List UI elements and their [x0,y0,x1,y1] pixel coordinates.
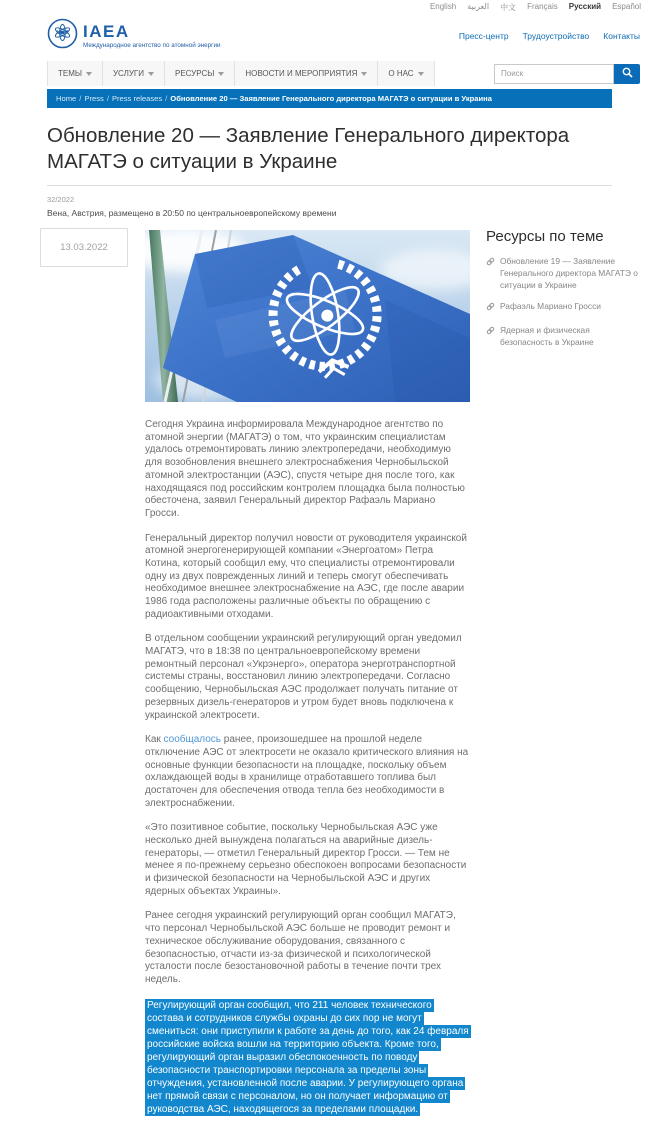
paragraph-text: Как [145,734,164,746]
language-english[interactable]: English [429,2,457,11]
logo-acronym: IAEA [83,22,130,41]
highlighted-text: Регулирующий орган сообщил, что 211 человек технического состава и сотрудников службы охраны до сих пор не могут смениться: они приступили к работе за день до того, как 24 февраля российские войска вошли на территорию объекта. Кроме того, регулирующий орган выразил обеспокоенность по поводу безопасности транспортировки персонала за пределы зоны отчуждения, установленной после аварии. У регулирующего органа нет прямой связи с персоналом, но он получает информацию от руководства АЭС, находящегося за пределами площадки. [147,999,469,1115]
related-link-grossi[interactable] [486,301,640,315]
nav-item-label: РЕСУРСЫ [174,69,215,78]
release-number: 32/2022 [47,195,75,205]
language-russian-active[interactable]: Русский [568,2,602,11]
nav-item-label: НОВОСТИ И МЕРОПРИЯТИЯ [245,69,358,78]
header-link-employment[interactable]: Трудоустройство [522,31,590,41]
language-spanish[interactable]: Español [612,2,641,11]
header-link-contacts[interactable]: Контакты [603,31,640,41]
link-chain-icon [486,257,495,291]
article-paragraph: «Это позитивное событие, поскольку Чернобыльская АЭС уже несколько дней вынуждена полагаться на аварийные дизель-генераторы, — отметил Генеральный директор Гросси. — Тем не менее я по-прежнему серьезно обеспокоен вопросами безопасности и физической безопасности на Чернобыльской АЭС и других ядерных объектах Украины». [145,822,467,897]
logo-tagline: Международное агентство по атомной энергии [83,42,221,49]
article-paragraph: В отдельном сообщении украинский регулирующий орган уведомил МАГАТЭ, что в 18:38 по центральноевропейскому времени ремонтный персонал «Укрэнерго», оператора энерготранспортной системы страны, восстановил линию электропередачи. Согласно сообщению, Чернобыльская АЭС продолжает получать питание от резервных дизель-генераторов и утром будет вновь подключена к украинской электросети. [145,633,462,721]
title-divider [47,185,612,186]
breadcrumb [47,89,612,108]
nav-menu [47,61,435,86]
article-paragraph-highlighted [145,999,470,1116]
iaea-emblem-icon [47,18,78,54]
chevron-down-icon [361,72,367,76]
header-link-press-centre[interactable]: Пресс-центр [458,31,509,41]
nav-item-label: О НАС [388,69,414,78]
related-link-update-19[interactable] [486,256,640,291]
related-link-label: Обновление 19 — Заявление Генерального директора МАГАТЭ о ситуации в Украине [500,256,638,290]
nav-item-label: ТЕМЫ [58,69,82,78]
chevron-down-icon [218,72,224,76]
date-column [47,228,145,267]
nav-item-topics[interactable] [48,61,103,86]
breadcrumb-press-releases[interactable]: Press releases / [112,94,167,103]
language-chinese[interactable]: 中文 [500,3,517,12]
breadcrumb-home[interactable]: Home / [56,94,81,103]
search-box [494,64,640,84]
related-link-label: Рафаэль Мариано Гросси [500,301,601,312]
link-chain-icon [486,326,495,349]
nav-item-news-events[interactable] [235,61,378,86]
paragraph-text: ранее, произошедшее на прошлой неделе отключение АЭС от электросети не оказало критического влияния на основные функции безопасности на площадке, поскольку объем охлаждающей воды в хранилище отработавшего топлива был достаточен для обеспечения отвода тепла без необходимости в электроснабжении. [145,734,469,809]
article-paragraph: Генеральный директор получил новости от руководителя украинской атомной энергогенерирующей компании «Энергоатом» Петра Котина, который сообщил ему, что специалисты отремонтировали одну из двух поврежденных линий и теперь смогут обеспечивать необходимое внешнее электроснабжение на АЭС, где после аварии 1986 года расположены различные объекты по обращению с радиоактивными отходами. [145,532,467,620]
language-arabic[interactable]: العربية [467,2,490,11]
chevron-down-icon [86,72,92,76]
link-chain-icon [486,302,495,315]
reported-earlier-link[interactable]: сообщалось [163,734,222,746]
breadcrumb-current: Обновление 20 — Заявление Генерального директора МАГАТЭ о ситуации в Украина [170,94,492,103]
breadcrumb-press[interactable]: Press / [84,94,109,103]
article-paragraph: Ранее сегодня украинский регулирующий орган сообщил МАГАТЭ, что персонал Чернобыльской АЭС больше не проводит ремонт и техническое обслуживание оборудования, связанного с безопасностью, отчасти из-за физической и психологической усталости после безостановочной работы в течение почти трех недель. [145,910,456,985]
header-links [459,31,640,41]
article-body [145,228,470,1128]
chevron-down-icon [418,72,424,76]
nav-item-resources[interactable] [165,61,235,86]
site-header [47,18,640,54]
article-dateline: Вена, Австрия, размещено в 20:50 по центральноевропейскому времени [47,208,337,219]
related-resources-sidebar [486,228,640,359]
main-nav [47,61,640,86]
nav-item-about[interactable] [378,61,434,86]
search-icon [622,66,633,81]
related-link-nuclear-safety[interactable] [486,325,640,349]
content-grid [47,228,640,1128]
iaea-flag-photo [145,230,470,402]
related-link-label: Ядерная и физическая безопасность в Украине [500,325,594,347]
page-title: Обновление 20 — Заявление Генерального директора МАГАТЭ о ситуации в Украине [47,124,570,174]
chevron-down-icon [148,72,154,76]
date-badge: 13.03.2022 [40,228,128,267]
search-button[interactable] [614,64,640,84]
search-input[interactable] [494,64,614,84]
iaea-logo[interactable] [47,18,221,54]
article-paragraph [145,734,470,810]
nav-item-services[interactable] [103,61,165,86]
nav-item-label: УСЛУГИ [112,69,144,78]
sidebar-heading: Ресурсы по теме [486,228,604,246]
language-french[interactable]: Français [527,2,558,11]
language-bar [0,0,663,14]
article-paragraph: Сегодня Украина информировала Международное агентство по атомной энергии (МАГАТЭ) о том, что украинским специалистам удалось отремонтировать линию электропередачи, необходимую для возобновления внешнего электроснабжения Чернобыльской атомной электростанции (АЭС), спустя четыре дня после того, как находящаяся под российским контролем площадка была полностью обесточена, заявил Генеральный директор Рафаэль Мариано Гросси. [145,419,465,519]
